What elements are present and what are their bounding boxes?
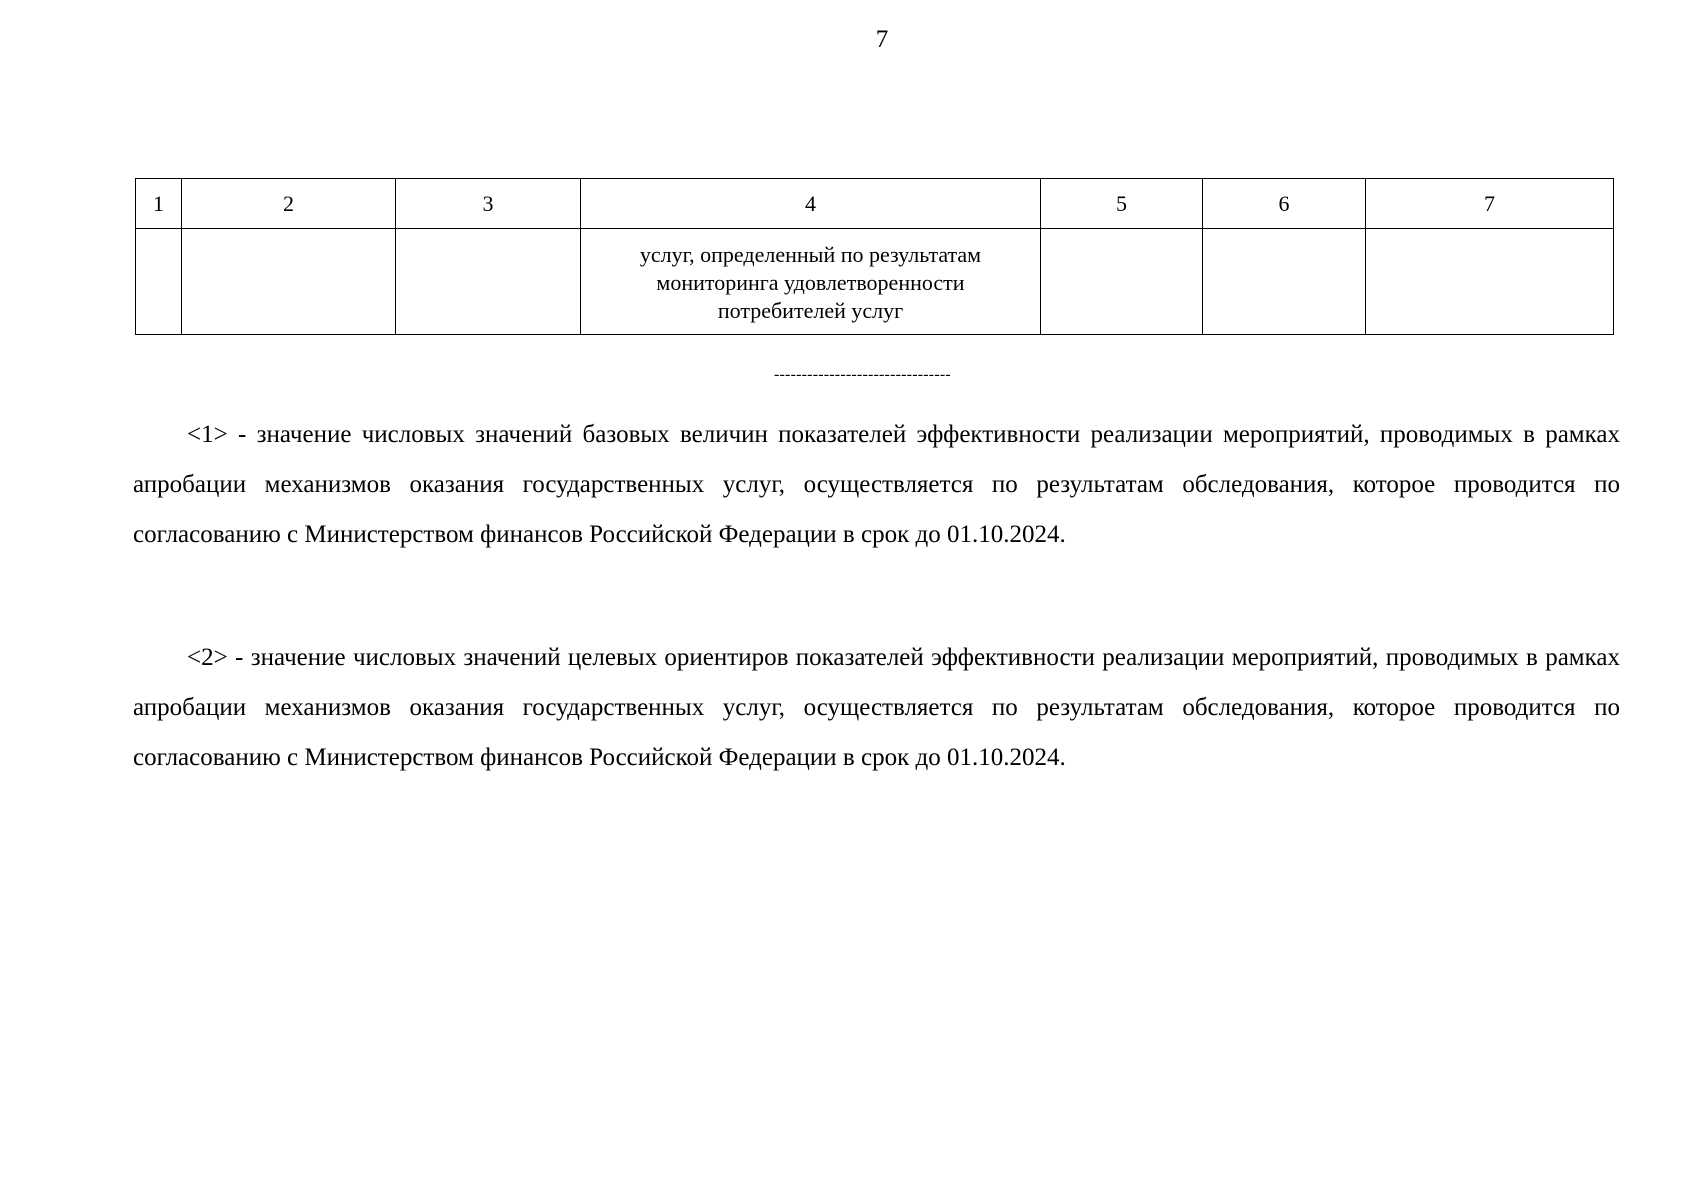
- continuation-table: [135, 178, 1614, 335]
- table-cell-col-1: [136, 229, 182, 335]
- column-number-3: 3: [396, 179, 581, 229]
- column-number-row: [136, 179, 1614, 229]
- footnote-1: <1> - значение числовых значений базовых величин показателей эффективности реализации мероприятий, проводимых в рамках апробации механизмов оказания государственных услуг, осуществляется по результатам обследования, которое проводится по согласованию с Министерством финансов Российской Федерации в срок до 01.10.2024.: [133, 421, 1620, 548]
- table-cell-col-3: [396, 229, 581, 335]
- table-row: [136, 229, 1614, 335]
- table-cell-col-7: [1366, 229, 1614, 335]
- column-number-4: 4: [581, 179, 1041, 229]
- footnote-2: <2> - значение числовых значений целевых ориентиров показателей эффективности реализации мероприятий, проводимых в рамках апробации механизмов оказания государственных услуг, осуществляется по результатам обследования, которое проводится по согласованию с Министерством финансов Российской Федерации в срок до 01.10.2024.: [133, 644, 1620, 771]
- column-number-1: 1: [136, 179, 182, 229]
- column-number-6: 6: [1203, 179, 1366, 229]
- page-number: 7: [875, 26, 889, 53]
- footnote-separator: --------------------------------: [774, 366, 951, 383]
- indicator-text: услуг, определенный по результатам мониторинга удовлетворенности потребителей услуг: [639, 242, 982, 323]
- column-number-7: 7: [1366, 179, 1614, 229]
- table-cell-col-5: [1041, 229, 1203, 335]
- table-cell-col-4: [581, 229, 1041, 335]
- column-number-2: 2: [182, 179, 396, 229]
- table-cell-col-6: [1203, 229, 1366, 335]
- column-number-5: 5: [1041, 179, 1203, 229]
- table-cell-col-2: [182, 229, 396, 335]
